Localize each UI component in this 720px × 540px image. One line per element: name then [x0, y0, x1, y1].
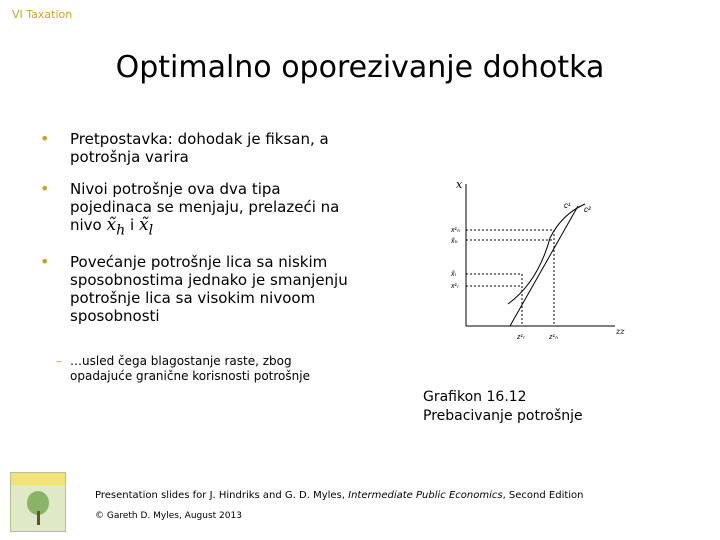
math-x-tilde-l: $x̃_l$: [138, 215, 154, 239]
bullet-list: [40, 130, 350, 339]
bullet-text: Pretpostavka: dohodak je fiksan, a potrošnja varira: [70, 130, 329, 166]
footer-copyright: © Gareth D. Myles, August 2013: [95, 511, 242, 521]
curve-c2: [508, 204, 585, 304]
footer-credit: Presentation slides for J. Hindriks and G. D. Myles, Intermediate Public Economics, Second Edition: [95, 490, 584, 501]
curve-c1-label: c¹: [564, 201, 571, 210]
caption-line-1: Grafikon 16.12: [423, 389, 527, 405]
y-tick-label: x¹ₕ: [451, 227, 460, 234]
bullet-dot-icon: •: [40, 252, 50, 272]
sub-bullet: [56, 354, 310, 384]
curve-c2-label: c²: [584, 205, 591, 214]
bullet-item: [40, 253, 350, 325]
bullet-item: [40, 180, 350, 239]
bullet-joiner: i: [130, 216, 135, 234]
x-tick-label: z¹ₗ: [517, 334, 524, 341]
tree-trunk: [37, 511, 40, 525]
sub-bullet-text: …usled čega blagostanje raste, zbog opadajuće granične korisnosti potrošnje: [70, 354, 310, 383]
y-tick-label: x¹ₗ: [451, 283, 458, 290]
bullet-dot-icon: •: [40, 179, 50, 198]
consumption-diagram: [450, 176, 630, 346]
bullet-item: [40, 130, 350, 166]
math-x-tilde-h: $x̃_h$: [106, 215, 126, 239]
y-tick-label: x̃ₗ: [451, 271, 456, 278]
book-cover-image: [10, 472, 66, 532]
slide-title: Optimalno oporezivanje dohotka: [115, 50, 605, 85]
figure-caption: [423, 388, 583, 426]
bullet-text: Nivoi potrošnje ova dva tipa pojedinaca se menjaju, prelazeći na nivo: [70, 180, 340, 234]
book-cover-band: [11, 473, 65, 485]
axis-x-label: zz: [616, 327, 625, 336]
section-tag: VI Taxation: [12, 8, 73, 21]
x-tick-label: z¹ₕ: [549, 334, 558, 341]
bullet-text: Povećanje potrošnje lica sa niskim sposobnostima jednako je smanjenju potrošnje lica sa visokim nivoom sposobnosti: [70, 253, 348, 326]
bullet-dot-icon: •: [40, 129, 50, 148]
axis-y-label: x: [456, 178, 463, 191]
dash-icon: –: [56, 354, 62, 368]
curve-c1: [510, 206, 578, 326]
caption-line-2: Prebacivanje potrošnje: [423, 408, 583, 424]
y-tick-label: x̃ₕ: [451, 238, 458, 245]
